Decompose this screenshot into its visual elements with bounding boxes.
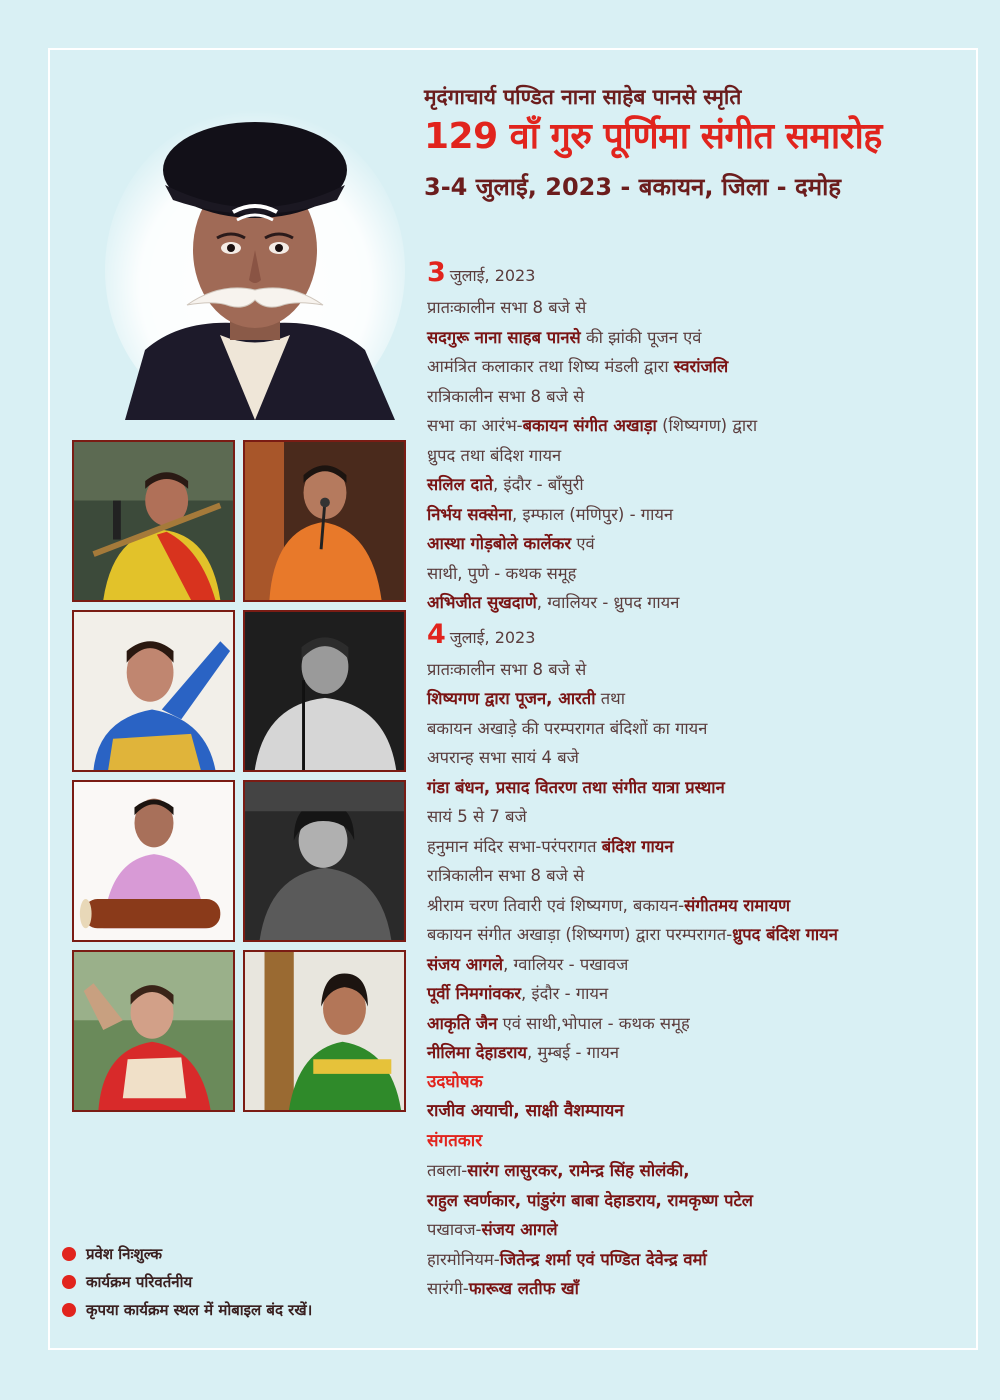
program-line-text: एवं साथी,भोपाल - कथक समूह: [497, 1013, 690, 1033]
program-line: [427, 352, 972, 382]
program-line: [427, 802, 972, 832]
footer-notes: [62, 1240, 312, 1324]
event-date-place: 3-4 जुलाई, 2023 - बकायन, जिला - दमोह: [424, 173, 842, 201]
day1-date: जुलाई, 2023: [449, 266, 536, 285]
program-line: [427, 1186, 972, 1216]
program-line-text: साथी, पुणे - कथक समूह: [427, 563, 577, 583]
note-item: [62, 1296, 312, 1324]
program-line: [427, 684, 972, 714]
program-line: [427, 470, 972, 500]
program-line-highlight: आस्था गोड़बोले कार्लेकर: [427, 534, 572, 553]
program-line-highlight: संजय आगले: [481, 1220, 558, 1239]
program-line-highlight: सलिल दाते: [427, 475, 493, 494]
artist-photo-harmonium-singer: [243, 950, 406, 1112]
program-line-text: सारंगी-: [427, 1279, 469, 1298]
artist-photo-pakhawaj: [72, 780, 235, 942]
program-line-highlight: राहुल स्वर्णकार, पांडुरंग बाबा देहाडराय, रामकृष्ण पटेल: [427, 1190, 753, 1210]
program-line: [427, 559, 972, 589]
bullet-icon: [62, 1303, 76, 1317]
program-line: [427, 773, 972, 803]
note-item: [62, 1240, 312, 1268]
program-line: [427, 891, 972, 921]
program-line: [427, 832, 972, 862]
program-line: [427, 1215, 972, 1245]
program-line-text: बकायन अखाड़े की परम्परागत बंदिशों का गायन: [427, 718, 708, 738]
program-line-highlight: गंडा बंधन, प्रसाद वितरण तथा संगीत यात्रा प्रस्थान: [427, 777, 725, 797]
day1-program: [427, 293, 972, 618]
note-text: कृपया कार्यक्रम स्थल में मोबाइल बंद रखें।: [86, 1301, 313, 1319]
program-line-text: आमंत्रित कलाकार तथा शिष्य मंडली द्वारा: [427, 357, 674, 376]
program-line-highlight: शिष्यगण द्वारा पूजन, आरती: [427, 689, 596, 708]
program-line-text: हारमोनियम-: [427, 1249, 500, 1269]
program-line-text: , इंदौर - गायन: [521, 984, 609, 1003]
program-line-text: प्रातःकालीन सभा 8 बजे से: [427, 659, 587, 679]
artist-photo-dancer: [72, 610, 235, 772]
program-line-highlight: जितेन्द्र शर्मा एवं पण्डित देवेन्द्र वर्मा: [499, 1249, 707, 1269]
note-text: कार्यक्रम परिवर्तनीय: [86, 1273, 193, 1291]
artist-photo-singer: [243, 440, 406, 602]
program-line-text: प्रातःकालीन सभा 8 बजे से: [427, 298, 587, 317]
note-item: [62, 1268, 312, 1296]
program-line-highlight: स्वरांजलि: [673, 357, 729, 376]
program-line-text: , इंदौर - बाँसुरी: [493, 475, 584, 494]
program-line: [427, 920, 972, 950]
event-header: [424, 82, 964, 206]
bullet-icon: [62, 1275, 76, 1289]
program-line-text: रात्रिकालीन सभा 8 बजे से: [427, 866, 585, 885]
announcers-names: राजीव अयाची, साक्षी वैशम्पायन: [427, 1101, 624, 1121]
program-line: [427, 1274, 972, 1304]
event-title: 129 वाँ गुरु पूर्णिमा संगीत समारोह: [424, 116, 882, 157]
program-line-text: (शिष्यगण) द्वारा: [656, 416, 758, 435]
program-line: [427, 861, 972, 891]
artist-photo-flute: [72, 440, 235, 602]
program-line-text: की झांकी पूजन एवं: [580, 327, 702, 347]
program-line: [427, 529, 972, 559]
program-line-highlight: आकृति जैन: [427, 1013, 498, 1033]
program-line-highlight: पूर्वी निमगांवकर: [427, 984, 522, 1003]
program-line: [427, 979, 972, 1009]
bullet-icon: [62, 1247, 76, 1261]
artist-photo-kathak: [72, 950, 235, 1112]
program-line: [427, 411, 972, 441]
program-line-highlight: बंदिश गायन: [601, 836, 674, 856]
day1-heading: [427, 256, 972, 293]
program-line-text: तबला-: [427, 1161, 468, 1180]
artist-photo-female-singer: [243, 780, 406, 942]
day2-program: [427, 655, 972, 1068]
portrait-illustration: [105, 100, 405, 420]
program-line-highlight: बकायन संगीत अखाड़ा: [522, 416, 657, 435]
event-subtitle: मृदंगाचार्य पण्डित नाना साहेब पानसे स्मृति: [424, 85, 742, 109]
program-line: [427, 323, 972, 353]
program-line-text: अपरान्ह सभा सायं 4 बजे: [427, 748, 579, 767]
program-line-text: ध्रुपद तथा बंदिश गायन: [427, 445, 562, 465]
program-line: [427, 382, 972, 412]
day1-number: 3: [427, 257, 446, 288]
accompanists-label: संगतकार: [427, 1130, 483, 1151]
note-text: प्रवेश निःशुल्क: [86, 1245, 163, 1263]
program-line: [427, 714, 972, 744]
program-line-text: रात्रिकालीन सभा 8 बजे से: [427, 386, 585, 406]
program-line: [427, 1038, 972, 1068]
program-line: [427, 441, 972, 471]
program-line-text: , ग्वालियर - ध्रुपद गायन: [536, 593, 680, 612]
program-line: [427, 1156, 972, 1186]
schedule: [427, 256, 972, 1304]
program-line-text: , मुम्बई - गायन: [527, 1043, 619, 1062]
program-line-highlight: निर्भय सक्सेना: [427, 504, 512, 524]
program-line: [427, 293, 972, 323]
program-line: [427, 588, 972, 618]
program-line-text: सभा का आरंभ-: [427, 416, 523, 435]
accompanists-list: [427, 1156, 972, 1304]
day2-number: 4: [427, 618, 446, 650]
program-line-highlight: सदगुरू नाना साहब पानसे: [427, 327, 581, 347]
day2-heading: [427, 618, 972, 655]
program-line-highlight: संजय आगले: [427, 954, 504, 974]
program-line-text: , ग्वालियर - पखावज: [503, 954, 629, 974]
program-line-highlight: अभिजीत सुखदाणे: [427, 593, 537, 612]
program-line-highlight: फारूख लतीफ खाँ: [468, 1279, 579, 1298]
program-line: [427, 743, 972, 773]
announcers-label: उदघोषक: [427, 1071, 483, 1092]
program-line-text: बकायन संगीत अखाड़ा (शिष्यगण) द्वारा परम्परागत-: [427, 925, 733, 944]
program-line: [427, 950, 972, 980]
program-line: [427, 1009, 972, 1039]
program-line-highlight: सारंग लासुरकर, रामेन्द्र सिंह सोलंकी,: [467, 1161, 690, 1180]
program-line-text: पखावज-: [427, 1220, 482, 1239]
artist-photo-vocalist-bw: [243, 610, 406, 772]
program-line-text: तथा: [595, 689, 625, 708]
program-line-text: सायं 5 से 7 बजे: [427, 807, 527, 826]
program-line: [427, 500, 972, 530]
program-line: [427, 655, 972, 685]
program-line-highlight: नीलिमा देहाडराय: [427, 1043, 527, 1062]
day2-date: जुलाई, 2023: [449, 627, 536, 647]
program-line-text: , इम्फाल (मणिपुर) - गायन: [511, 504, 674, 524]
program-line-text: श्रीराम चरण तिवारी एवं शिष्यगण, बकायन-: [427, 895, 685, 915]
program-line: [427, 1245, 972, 1275]
program-line-text: एवं: [571, 534, 595, 553]
program-line-text: हनुमान मंदिर सभा-परंपरागत: [427, 836, 602, 856]
program-line-highlight: ध्रुपद बंदिश गायन: [732, 925, 838, 944]
program-line-highlight: संगीतमय रामायण: [684, 895, 791, 915]
